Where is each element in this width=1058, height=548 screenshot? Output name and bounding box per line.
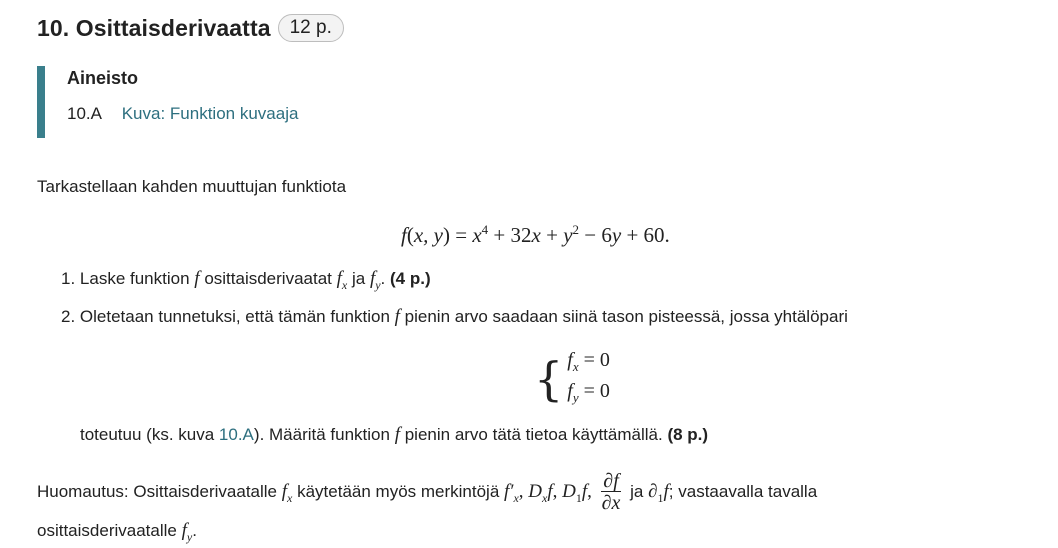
- note-text-a: Huomautus: Osittaisderivaatalle: [37, 482, 278, 501]
- material-item-number: 10.A: [67, 104, 102, 123]
- task-2-points: (8 p.): [667, 425, 709, 444]
- task-1-text: Laske funktion: [79, 269, 190, 288]
- note-text-d: ; vastaavalla tavalla: [668, 482, 818, 501]
- math-f: f: [194, 268, 200, 289]
- math-fx: $f_x$: [281, 481, 293, 505]
- task-1-text-b: osittaisderivaatat: [204, 269, 332, 288]
- material-heading: Aineisto: [67, 68, 139, 88]
- note-line-1: [37, 464, 817, 526]
- figure-link[interactable]: 10.A: [218, 425, 254, 444]
- material-item: [67, 103, 298, 125]
- task-2-text: Oletetaan tunnetuksi, että tämän funktion: [79, 307, 390, 326]
- material-box: [37, 66, 298, 138]
- task-2-cont-c: pienin arvo tätä tietoa käyttämällä.: [404, 425, 663, 444]
- math-d1f: $\partial_1f$: [648, 481, 669, 505]
- task-1-text-c: ja: [351, 269, 366, 288]
- equation-fx: $f_x = 0$: [567, 349, 610, 374]
- task-2-cont-a: toteutuu (ks. kuva: [80, 425, 215, 444]
- question-header: [37, 14, 344, 42]
- math-f: f: [394, 306, 400, 327]
- note-text-c: ja: [630, 482, 644, 501]
- note-line2-text: osittaisderivaatalle: [37, 521, 177, 540]
- task-2-text-b: pienin arvo saadaan siinä tason pisteessä, jossa yhtälöpari: [404, 307, 848, 326]
- equation-fy: $f_y = 0$: [567, 380, 610, 405]
- task-1-points: (4 p.): [390, 269, 431, 288]
- task-2: [61, 306, 848, 328]
- points-badge: 12 p.: [278, 14, 344, 42]
- math-fy: $f_y$: [369, 268, 381, 292]
- question-title: 10. Osittaisderivaatta: [37, 14, 271, 41]
- note-text-b: käytetään myös merkintöjä: [297, 482, 500, 501]
- intro-text: Tarkastellaan kahden muuttujan funktiota: [37, 177, 347, 196]
- material-item-link[interactable]: Kuva: Funktion kuvaaja: [121, 104, 299, 123]
- note-line-2: osittaisderivaatalle $f_y$.: [37, 520, 197, 544]
- function-formula: f(x, $y) = x^4 + 32x + y^2 - 6y + 60$.: [401, 222, 670, 247]
- task-1: 1. Laske funktion f osittaisderivaatat $f_x$ ja $f_y$. (4 p.): [61, 268, 431, 292]
- task-2-continuation: [80, 424, 708, 446]
- notation-list: $f'_x$, $D_xf$, $D_1f$,: [504, 481, 592, 505]
- math-fx: $f_x$: [336, 268, 348, 292]
- partial-fraction: $\frac{\partial f}{\partial x}$: [601, 470, 621, 515]
- math-fy: $f_y$: [181, 520, 193, 544]
- task-2-number: 2.: [61, 307, 76, 326]
- brace-glyph: {: [534, 352, 564, 406]
- task-2-cont-b: ). Määritä funktion: [253, 425, 390, 444]
- equation-system: [534, 348, 610, 410]
- task-1-number: 1.: [61, 269, 76, 288]
- math-f: f: [394, 424, 400, 445]
